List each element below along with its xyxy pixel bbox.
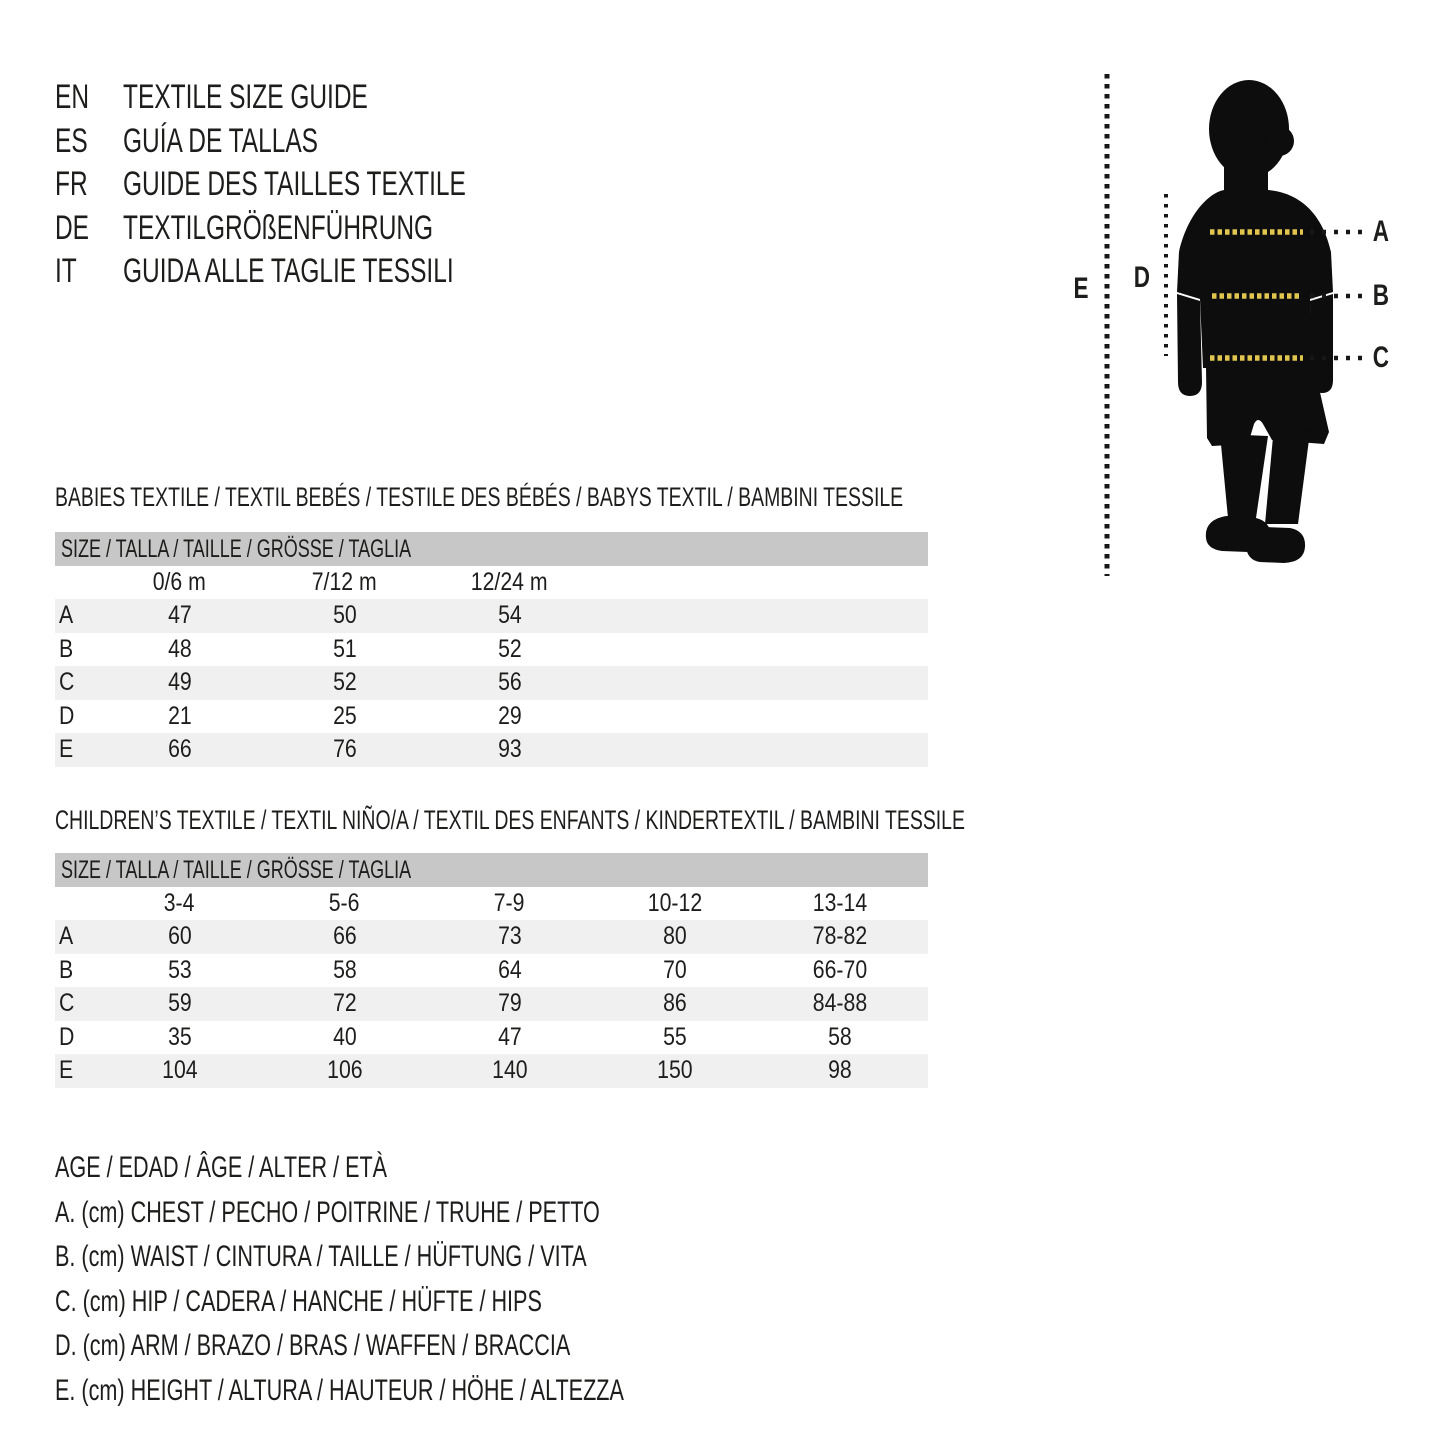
language-row (55, 250, 599, 294)
language-code: DE (55, 208, 90, 247)
size-value: 58 (827, 1022, 852, 1051)
row-label: C (59, 989, 75, 1018)
size-value: 58 (332, 955, 357, 984)
column-header: 7/12 m (312, 568, 377, 596)
row-label: E (59, 735, 74, 764)
column-header: 3-4 (164, 889, 195, 917)
size-value: 35 (167, 1022, 192, 1051)
legend-line-age: AGE / EDAD / ÂGE / ALTER / ETÀ (55, 1151, 388, 1184)
row-label: C (59, 668, 75, 697)
size-value: 51 (332, 634, 357, 663)
size-value: 47 (497, 1022, 522, 1051)
label-hip-c: C (1372, 341, 1390, 374)
size-value: 56 (497, 668, 522, 697)
legend-line-height: E. (cm) HEIGHT / ALTURA / HAUTEUR / HÖHE / ALTEZZA (55, 1373, 624, 1407)
label-height-e: E (1073, 272, 1089, 305)
size-value: 80 (662, 922, 687, 951)
children-table (55, 853, 928, 1088)
legend-line-arm: D. (cm) ARM / BRAZO / BRAS / WAFFEN / BRACCIA (55, 1329, 571, 1362)
language-row (55, 163, 599, 207)
size-value: 29 (497, 701, 522, 730)
column-header: 10-12 (647, 889, 702, 917)
size-value: 70 (662, 955, 687, 984)
babies-section-title: BABIES TEXTILE / TEXTIL BEBÉS / TESTILE DES BÉBÉS / BABYS TEXTIL / BAMBINI TESSILE (55, 482, 904, 512)
language-row (55, 76, 599, 120)
table-row (55, 666, 928, 700)
column-header: 13-14 (812, 889, 867, 917)
size-value: 106 (326, 1056, 363, 1085)
table-row (55, 920, 928, 954)
language-code: ES (55, 121, 88, 160)
column-header: 5-6 (329, 889, 360, 917)
row-label: D (59, 1022, 75, 1051)
size-value: 150 (656, 1056, 693, 1085)
size-value: 59 (167, 989, 192, 1018)
table-row (55, 700, 928, 734)
column-header: 12/24 m (471, 568, 548, 596)
language-code: FR (55, 165, 88, 203)
legend-line-hip: C. (cm) HIP / CADERA / HANCHE / HÜFTE / HIPS (55, 1284, 542, 1318)
row-label: B (59, 955, 74, 984)
row-label: E (59, 1056, 74, 1085)
size-value: 48 (167, 634, 192, 663)
guide-title: GUIDE DES TAILLES TEXTILE (123, 165, 466, 203)
size-value: 40 (332, 1022, 357, 1051)
guide-title: GUÍA DE TALLAS (123, 121, 319, 160)
row-label: A (59, 922, 74, 951)
table-row (55, 633, 928, 667)
language-code: EN (55, 78, 90, 116)
size-value: 93 (497, 735, 522, 764)
table-row (55, 1021, 928, 1055)
size-value: 66 (332, 922, 357, 951)
children-section-title: CHILDREN’S TEXTILE / TEXTIL NIÑO/A / TEXTIL DES ENFANTS / KINDERTEXTIL / BAMBINI TESSILE (55, 805, 965, 835)
size-value: 84-88 (812, 989, 867, 1018)
size-value: 60 (167, 922, 192, 951)
column-header: 7-9 (494, 889, 525, 917)
language-row (55, 207, 599, 251)
size-header-bar: SIZE / TALLA / TAILLE / GRÖSSE / TAGLIA (55, 853, 928, 887)
label-waist-b: B (1372, 279, 1390, 312)
language-code: IT (55, 252, 77, 290)
size-value: 140 (491, 1056, 528, 1085)
size-value: 55 (662, 1022, 687, 1051)
row-label: D (59, 701, 75, 730)
size-value: 25 (332, 701, 357, 730)
size-value: 73 (497, 922, 522, 951)
label-arm-d: D (1133, 261, 1151, 294)
size-value: 49 (167, 668, 192, 697)
table-row (55, 733, 928, 767)
legend-line-chest: A. (cm) CHEST / PECHO / POITRINE / TRUHE / PETTO (55, 1195, 600, 1229)
size-value: 52 (497, 634, 522, 663)
size-value: 50 (332, 601, 357, 630)
size-value: 66 (167, 735, 192, 764)
size-value: 53 (167, 955, 192, 984)
column-header-row (55, 887, 928, 920)
legend-line-waist: B. (cm) WAIST / CINTURA / TAILLE / HÜFTUNG / VITA (55, 1240, 587, 1273)
size-value: 54 (497, 601, 522, 630)
size-value: 76 (332, 735, 357, 764)
size-value: 66-70 (812, 955, 867, 984)
language-row (55, 120, 599, 164)
row-label: A (59, 601, 74, 630)
size-header-bar: SIZE / TALLA / TAILLE / GRÖSSE / TAGLIA (55, 532, 928, 566)
size-value: 78-82 (812, 922, 867, 951)
size-value: 64 (497, 955, 522, 984)
column-header-row (55, 566, 928, 599)
row-label: B (59, 634, 74, 663)
table-row (55, 1054, 928, 1088)
table-row (55, 954, 928, 988)
measurement-legend (55, 1146, 845, 1413)
size-value: 47 (167, 601, 192, 630)
table-row (55, 987, 928, 1021)
guide-title: GUIDA ALLE TAGLIE TESSILI (123, 252, 454, 290)
column-header: 0/6 m (152, 568, 207, 596)
guide-title: TEXTILGRÖßENFÜHRUNG (123, 208, 434, 247)
label-chest-a: A (1372, 215, 1390, 248)
babies-table (55, 532, 928, 767)
size-value: 52 (332, 668, 357, 697)
size-value: 104 (161, 1056, 198, 1085)
language-title-block (55, 76, 599, 294)
guide-title: TEXTILE SIZE GUIDE (123, 78, 368, 116)
size-value: 79 (497, 989, 522, 1018)
size-value: 72 (332, 989, 357, 1018)
size-value: 86 (662, 989, 687, 1018)
size-value: 21 (167, 701, 192, 730)
table-row (55, 599, 928, 633)
size-value: 98 (827, 1056, 852, 1085)
